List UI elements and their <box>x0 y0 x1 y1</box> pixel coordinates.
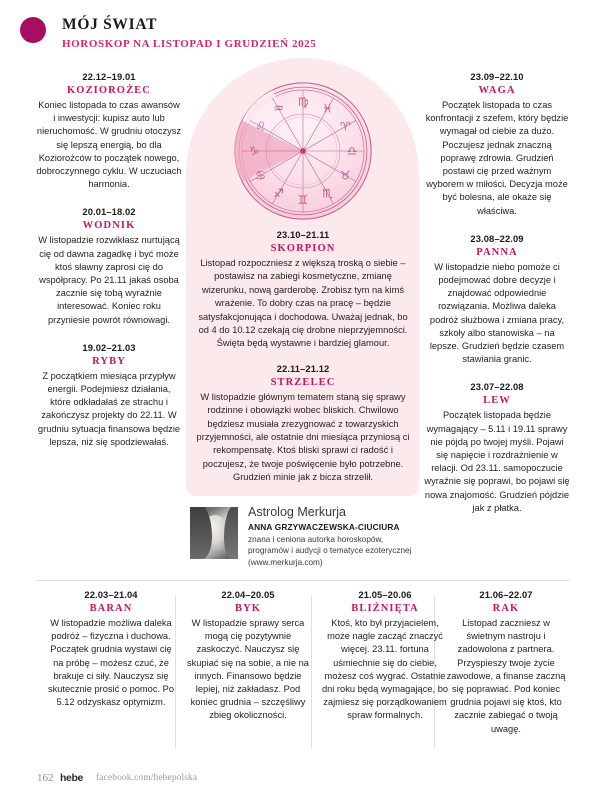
svg-text:♋: ♋ <box>255 168 266 183</box>
svg-text:♐: ♐ <box>273 186 284 201</box>
page-title: MÓJ ŚWIAT <box>62 16 158 33</box>
brand-dot-icon <box>20 17 46 43</box>
sign-text: Listopad zaczniesz w świetnym nastroju i zadowolona z partnera. Przyspieszy twoje życie zawodowe, a finanse zaczną się poprawiać. Pod koniec grudnia pojawi się ktoś, kto zacznie zabiegać o twoją uwagę. <box>446 618 566 734</box>
sign-name: SKORPION <box>270 243 336 254</box>
center-sign-column <box>192 228 414 496</box>
svg-text:♑: ♑ <box>248 144 260 158</box>
sign-name: LEW <box>483 395 511 407</box>
page-footer <box>0 764 607 800</box>
hebe-logo: hebe <box>60 772 83 784</box>
sign-dates: 22.11–21.12 <box>276 362 330 374</box>
sign-text: W listopadzie niebo pomoże ci podejmować dobre decyzje i znajdować odpowiednie rozwiązania. Możliwa daleka podróż służbowa i zmiana pracy, szkoły albo stanowiska – na lepsze. Grudzień będzie czasem stawiania granic. <box>429 261 565 365</box>
facebook-url[interactable]: facebook.com/hebepolska <box>96 773 198 783</box>
sign-text: Początek listopada będzie wymagający – 5.11 i 19.11 sprawy nie pójdą po twojej myśli. Pojawi się napięcie i rozdrażnienie w relacji. Od 23.11. samopoczucie wyraźnie się poprawi, bo pojawi się nowa znajomość. Grudzień pójdzie jak z płatka. <box>424 410 570 513</box>
sign-text: W listopadzie rozwikłasz nurtującą cię od dawna zagadkę i być może ktoś sławny zaprosi cię do współpracy. Po 21.11 jakaś osoba zacznie się tobą wyraźnie interesować. Koniec roku przyniesie powrót równowagi. <box>38 235 180 325</box>
sign-dates: 23.10–21.11 <box>276 229 330 240</box>
astrologer-description: znana i ceniona autorka horoskopów, programów i audycji o tematyce ezoterycznej (www.merkurja.com) <box>248 535 412 567</box>
sign-block-wodnik <box>36 205 182 326</box>
sign-block-rak <box>443 588 569 736</box>
svg-text:♌: ♌ <box>255 119 266 134</box>
svg-text:♉: ♉ <box>340 168 351 183</box>
sign-text: Listopad rozpoczniesz z większą troską o siebie – postawisz na zabiegi kosmetyczne, zmianę wizerunku, nową garderobę. Zrobisz tym na kimś wrażenie. To dobry czas na pracę – będzie satysfakcjonująca i dochodowa. Uważaj jednak, bo od 4 do 10.12 czekają cię drobne nieprzyjemności. Święta będą wystawne i bardziej glamour. <box>198 258 408 349</box>
right-sign-column <box>424 70 570 529</box>
sign-text: Koniec listopada to czas awansów i inwestycji: kupisz auto lub nieruchomość. W grudniu otoczysz się lepszą energią, bo dla Koziorożców to początek nowego, dobroczynnego cyklu. W uczuciach harmonia. <box>36 100 182 190</box>
sign-name: BLIŹNIĘTA <box>351 603 419 614</box>
sign-dates: 22.03–21.04 <box>84 589 138 600</box>
sign-text: W listopadzie możliwa daleka podróż – fizyczna i duchowa. Początek grudnia wystawi cię na próbę – możesz czuć, że brakuje ci siły. Nauczysz się skutecznie prosić o pomoc. Po 5.12 odzyskasz optymizm. <box>47 618 175 708</box>
sign-block-panna <box>424 232 570 367</box>
sign-dates: 23.07–22.08 <box>470 381 524 393</box>
bottom-sign-row <box>0 588 607 763</box>
sign-block-byk <box>183 588 313 723</box>
astrologer-title: Astrolog Merkurja <box>248 505 346 519</box>
sign-dates: 23.08–22.09 <box>470 232 524 244</box>
sign-block-baran <box>46 588 176 709</box>
sign-name: KOZIOROŻEC <box>67 85 151 96</box>
sign-text: W listopadzie sprawy serca mogą cię pozytywnie zaskoczyć. Nauczysz się skupiać się na sobie, a nie na innych. Finansowo będzie lepiej, niż zakładasz. Pod koniec grudnia – szczęśliwy zbieg okoliczności. <box>187 618 309 721</box>
page-number: 162 <box>37 772 54 784</box>
sign-name: WAGA <box>478 85 516 96</box>
sign-name: RAK <box>492 603 520 614</box>
left-sign-column <box>36 70 182 463</box>
sign-name: BYK <box>234 603 262 614</box>
sign-text: Z początkiem miesiąca przypływ energii. Podejmiesz działania, które odkładałaś ze strachu i zakończysz projekty do 22.11. W grudniu sytuacja finansowa będzie lepsza, niż się spodziewałaś. <box>37 370 181 447</box>
sign-block-bliznieta <box>320 588 450 723</box>
sign-dates: 20.01–18.02 <box>82 206 136 218</box>
sign-block-skorpion <box>192 228 414 351</box>
svg-text:♈: ♈ <box>340 119 351 134</box>
svg-text:♊: ♊ <box>297 192 309 207</box>
sign-text: Ktoś, kto był przyjacielem, może nagle zacząć znaczyć więcej. 23.11. fortuna uśmiechnie się do ciebie, możesz coś wygrać. Ostatnie dni roku będą wymagające, bo zajmiesz się porządkowaniem spraw formalnych. <box>321 618 449 721</box>
sign-block-ryby <box>36 341 182 449</box>
svg-text:♏: ♏ <box>322 186 333 201</box>
horizontal-divider <box>36 580 570 581</box>
astrologer-avatar <box>190 507 238 559</box>
sign-dates: 22.04–20.05 <box>221 589 275 600</box>
sign-name: BARAN <box>89 603 133 614</box>
sign-text: W listopadzie głównym tematem staną się sprawy rodzinne i obowiązki wobec bliskich. Chwilowo będziesz musiała zrezygnować z towarzyskich przyjemności, ale ostatnie dni miesiąca przyniosą ci rekompensatę. Ktoś bliski sprawi ci radość i poczujesz, że twoje poświęcenie było potrzebne. Grudzień minie jak z bicza strzelił. <box>196 391 410 483</box>
sign-dates: 22.12–19.01 <box>82 71 136 82</box>
svg-text:♒: ♒ <box>273 101 284 116</box>
svg-text:♓: ♓ <box>322 101 333 116</box>
sign-dates: 21.05–20.06 <box>358 589 412 600</box>
sign-text: Początek listopada to czas konfrontacji z szefem, który będzie wymagał od ciebie za dużo. Poczujesz jednak znaczną poprawę zdrowia. Grudzień postawi cię przed ważnym wyborem w miłości. Decyzja może być bolesna, ale okaże się właściwa. <box>425 100 569 216</box>
sign-block-strzelec <box>192 362 414 485</box>
sign-name: WODNIK <box>82 220 136 232</box>
sign-block-waga <box>424 70 570 218</box>
sign-block-kozirozec <box>36 70 182 191</box>
sign-dates: 21.06–22.07 <box>479 589 533 600</box>
zodiac-wheel-icon <box>232 80 374 222</box>
sign-block-lew <box>424 380 570 515</box>
astrologer-bio-text <box>248 505 418 568</box>
avatar-hair-right <box>224 507 238 559</box>
sign-dates: 19.02–21.03 <box>82 341 136 353</box>
avatar-hair-left <box>190 507 212 559</box>
page-subtitle: HOROSKOP NA LISTOPAD I GRUDZIEŃ 2025 <box>62 38 317 50</box>
sign-name: PANNA <box>476 246 518 258</box>
svg-text:♍: ♍ <box>297 95 309 110</box>
page-header <box>0 0 607 62</box>
sign-dates: 23.09–22.10 <box>470 71 524 82</box>
sign-name: RYBY <box>92 355 126 367</box>
svg-text:♎: ♎ <box>346 144 358 158</box>
sign-name: STRZELEC <box>270 376 336 388</box>
astrologer-name: ANNA GRZYWACZEWSKA-CIUCIURA <box>248 522 400 532</box>
